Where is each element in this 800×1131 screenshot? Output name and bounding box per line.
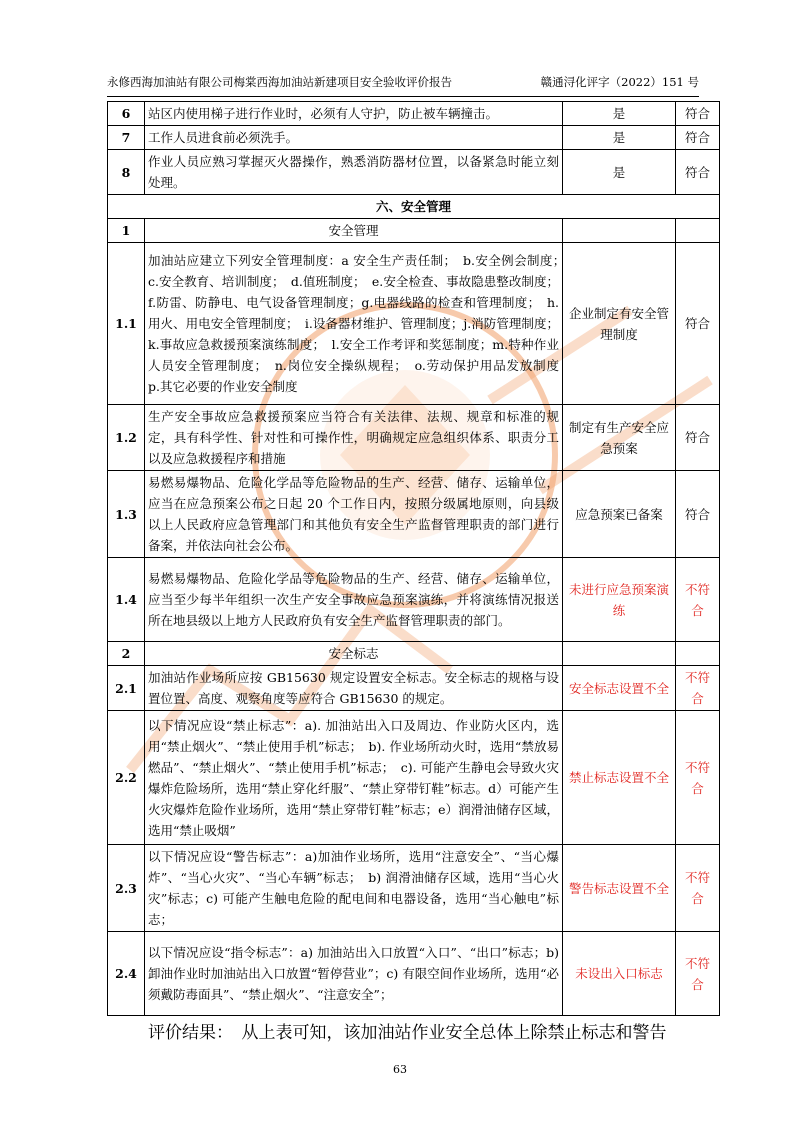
- row-number: 2.2: [108, 711, 145, 845]
- row-status: 未进行应急预案演练: [563, 558, 676, 642]
- row-status: 是: [563, 126, 676, 150]
- page-number: 63: [393, 1063, 407, 1076]
- table-row: [108, 126, 720, 150]
- row-result: 不符合: [676, 932, 720, 1016]
- group-title: 安全标志: [145, 642, 563, 666]
- row-status: 禁止标志设置不全: [563, 711, 676, 845]
- row-requirement: 以下情况应设“指令标志”：a) 加油站出入口放置“入口”、“出口”标志；b) 卸油作业时加油站出入口放置“暂停营业”；c) 有限空间作业场所，选用“必须戴防毒面具”、“禁止烟火”、“注意安全”；: [145, 932, 563, 1016]
- inspection-table-body: [108, 102, 720, 1016]
- row-requirement: 作业人员应熟习掌握灭火器操作，熟悉消防器材位置，以备紧急时能立刻处理。: [145, 150, 563, 195]
- row-number: 8: [108, 150, 145, 195]
- row-requirement: 站区内使用梯子进行作业时，必须有人守护，防止被车辆撞击。: [145, 102, 563, 126]
- row-status: 企业制定有安全管理制度: [563, 243, 676, 405]
- row-result: 符合: [676, 126, 720, 150]
- row-number: 1.2: [108, 405, 145, 471]
- row-requirement: 易燃易爆物品、危险化学品等危险物品的生产、经营、储存、运输单位，应当至少每半年组织一次生产安全事故应急预案演练，并将演练情况报送所在地县级以上地方人民政府负有安全生产监督管理职责的部门。: [145, 558, 563, 642]
- row-number: 6: [108, 102, 145, 126]
- row-status: 警告标志设置不全: [563, 845, 676, 932]
- row-result: 符合: [676, 405, 720, 471]
- table-row: [108, 150, 720, 195]
- row-number: 2.1: [108, 666, 145, 711]
- table-row: [108, 711, 720, 845]
- group-title: 安全管理: [145, 219, 563, 243]
- group-empty-cell: [676, 642, 720, 666]
- row-number: 1.3: [108, 471, 145, 558]
- section-row: [108, 195, 720, 219]
- group-empty-cell: [563, 219, 676, 243]
- row-requirement: 工作人员进食前必须洗手。: [145, 126, 563, 150]
- row-status: 安全标志设置不全: [563, 666, 676, 711]
- row-status: 未设出入口标志: [563, 932, 676, 1016]
- row-result: 不符合: [676, 666, 720, 711]
- row-requirement: 以下情况应设“禁止标志”：a). 加油站出入口及周边、作业防火区内，选用“禁止烟火”、“禁止使用手机”标志； b). 作业场所动火时，选用“禁放易燃品”、“禁止烟火”、“禁止使用手机”标志； c). 可能产生静电会导致火灾爆炸危险场所，选用“禁止穿化纤服”、“禁止穿带钉鞋”标志。d）可能产生火灾爆炸危险作业场所，选用“禁止穿带钉鞋”标志；e）润滑油储存区域，选用“禁止吸烟”: [145, 711, 563, 845]
- table-row: [108, 102, 720, 126]
- inspection-table: [107, 101, 720, 1016]
- row-number: 7: [108, 126, 145, 150]
- row-result: 符合: [676, 471, 720, 558]
- row-result: 符合: [676, 243, 720, 405]
- row-result: 不符合: [676, 845, 720, 932]
- row-number: 2.3: [108, 845, 145, 932]
- table-row: [108, 471, 720, 558]
- group-empty-cell: [676, 219, 720, 243]
- row-status: 是: [563, 150, 676, 195]
- group-empty-cell: [563, 642, 676, 666]
- row-number: 2.4: [108, 932, 145, 1016]
- row-result: 符合: [676, 150, 720, 195]
- row-status: 制定有生产安全应急预案: [563, 405, 676, 471]
- table-row: [108, 845, 720, 932]
- group-row: [108, 642, 720, 666]
- row-status: 是: [563, 102, 676, 126]
- row-requirement: 易燃易爆物品、危险化学品等危险物品的生产、经营、储存、运输单位，应当在应急预案公布之日起 20 个工作日内，按照分级属地原则，向县级以上人民政府应急管理部门和其他负有安全生产监督管理职责的部门进行备案，并依法向社会公布。: [145, 471, 563, 558]
- group-number: 1: [108, 219, 145, 243]
- row-result: 不符合: [676, 711, 720, 845]
- row-number: 1.4: [108, 558, 145, 642]
- table-row: [108, 558, 720, 642]
- row-requirement: 以下情况应设“警告标志”：a)加油作业场所，选用“注意安全”、“当心爆炸”、“当心火灾”、“当心车辆”标志； b) 润滑油储存区域，选用“当心火灾”标志；c) 可能产生触电危险的配电间和电器设备，选用“当心触电”标志；: [145, 845, 563, 932]
- group-number: 2: [108, 642, 145, 666]
- header-report-code: 赣通浔化评字（2022）151 号: [540, 75, 699, 89]
- row-result: 不符合: [676, 558, 720, 642]
- row-requirement: 加油站应建立下列安全管理制度：a 安全生产责任制； b.安全例会制度； c.安全教育、培训制度； d.值班制度； e.安全检查、事故隐患整改制度；f.防雷、防静电、电气设备管理制度；g.电器线路的检查和管理制度； h.用火、用电安全管理制度； i.设备器材维护、管理制度；j.消防管理制度；k.事故应急救援预案演练制度； l.安全工作考评和奖惩制度；m.特种作业人员安全管理制度； n.岗位安全操纵规程； o.劳动保护用品发放制度 p.其它必要的作业安全制度: [145, 243, 563, 405]
- header-project-title: 永修西海加油站有限公司梅棠西海加油站新建项目安全验收评价报告: [107, 75, 452, 89]
- evaluation-conclusion: 评价结果： 从上表可知，该加油站作业安全总体上除禁止标志和警告: [148, 1023, 667, 1043]
- page-header: [107, 74, 699, 97]
- table-row: [108, 405, 720, 471]
- row-number: 1.1: [108, 243, 145, 405]
- section-title: 六、安全管理: [108, 195, 720, 219]
- table-row: [108, 666, 720, 711]
- row-requirement: 加油站作业场所应按 GB15630 规定设置安全标志。安全标志的规格与设置位置、高度、观察角度等应符合 GB15630 的规定。: [145, 666, 563, 711]
- row-status: 应急预案已备案: [563, 471, 676, 558]
- table-row: [108, 932, 720, 1016]
- row-requirement: 生产安全事故应急救援预案应当符合有关法律、法规、规章和标准的规定，具有科学性、针对性和可操作性，明确规定应急组织体系、职责分工以及应急救援程序和措施: [145, 405, 563, 471]
- row-result: 符合: [676, 102, 720, 126]
- table-row: [108, 243, 720, 405]
- group-row: [108, 219, 720, 243]
